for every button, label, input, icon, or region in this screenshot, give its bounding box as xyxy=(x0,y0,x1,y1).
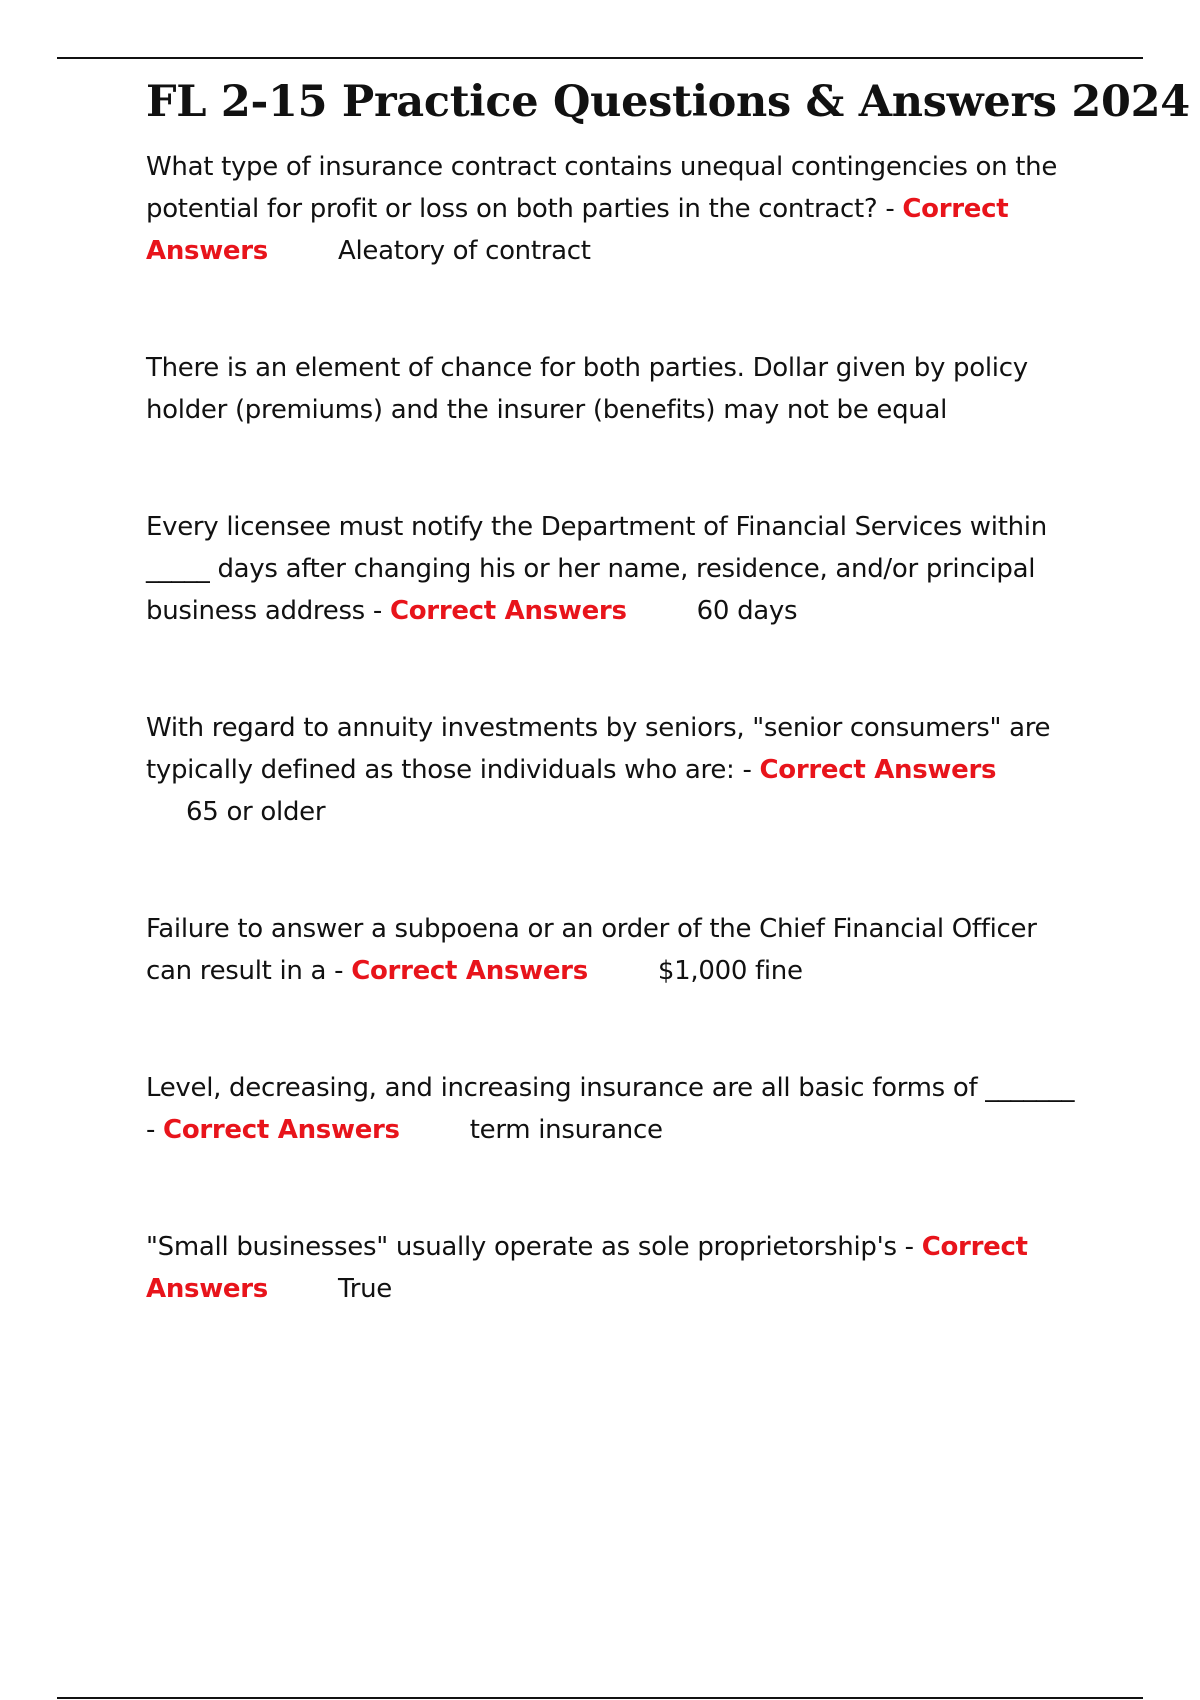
qa-item-5 xyxy=(146,1067,1086,1151)
correct-answers-label: Correct Answers xyxy=(163,1115,400,1145)
question-text: What type of insurance contract contains unequal contingencies on the potential for profit or loss on both parties in the contract? - xyxy=(146,152,1058,224)
qa-item-3 xyxy=(146,707,1086,833)
qa-item-6 xyxy=(146,1226,1086,1310)
answer-text: $1,000 fine xyxy=(657,956,803,986)
answer-text: 60 days xyxy=(696,596,798,626)
answer-text: term insurance xyxy=(469,1115,663,1145)
question-text: Failure to answer a subpoena or an order of the Chief Financial Officer can result in a - xyxy=(146,914,1037,986)
answer-text: True xyxy=(337,1274,392,1304)
question-text: With regard to annuity investments by seniors, "senior consumers" are typically defined as those individuals who are: - xyxy=(146,713,1051,785)
document-body xyxy=(146,72,1190,1310)
answer-text: 65 or older xyxy=(186,797,326,827)
correct-answers-label: Correct Answers xyxy=(146,1232,1028,1304)
question-text: Level, decreasing, and increasing insurance are all basic forms of _______ - xyxy=(146,1073,1075,1145)
correct-answers-label: Correct Answers xyxy=(389,596,627,626)
qa-item-1 xyxy=(146,146,1086,272)
bottom-rule xyxy=(57,1697,1143,1699)
qa-item-2 xyxy=(146,506,1086,632)
question-text: "Small businesses" usually operate as sole proprietorship's - xyxy=(146,1232,922,1262)
correct-answers-label: Correct Answers xyxy=(146,194,1009,266)
question-text: Every licensee must notify the Department of Financial Services within _____ days after changing his or her name, residence, and/or principal business address - xyxy=(146,512,1047,626)
qa-item-4 xyxy=(146,908,1086,992)
correct-answers-label: Correct Answers xyxy=(759,755,997,785)
correct-answers-label: Correct Answers xyxy=(351,956,588,986)
page-title: FL 2-15 Practice Questions & Answers 2024 xyxy=(146,77,1190,127)
answer-text: Aleatory of contract xyxy=(337,236,591,266)
explanation-text: There is an element of chance for both parties. Dollar given by policy holder (premiums) and the insurer (benefits) may not be equal xyxy=(146,353,1028,425)
top-rule xyxy=(57,57,1143,59)
